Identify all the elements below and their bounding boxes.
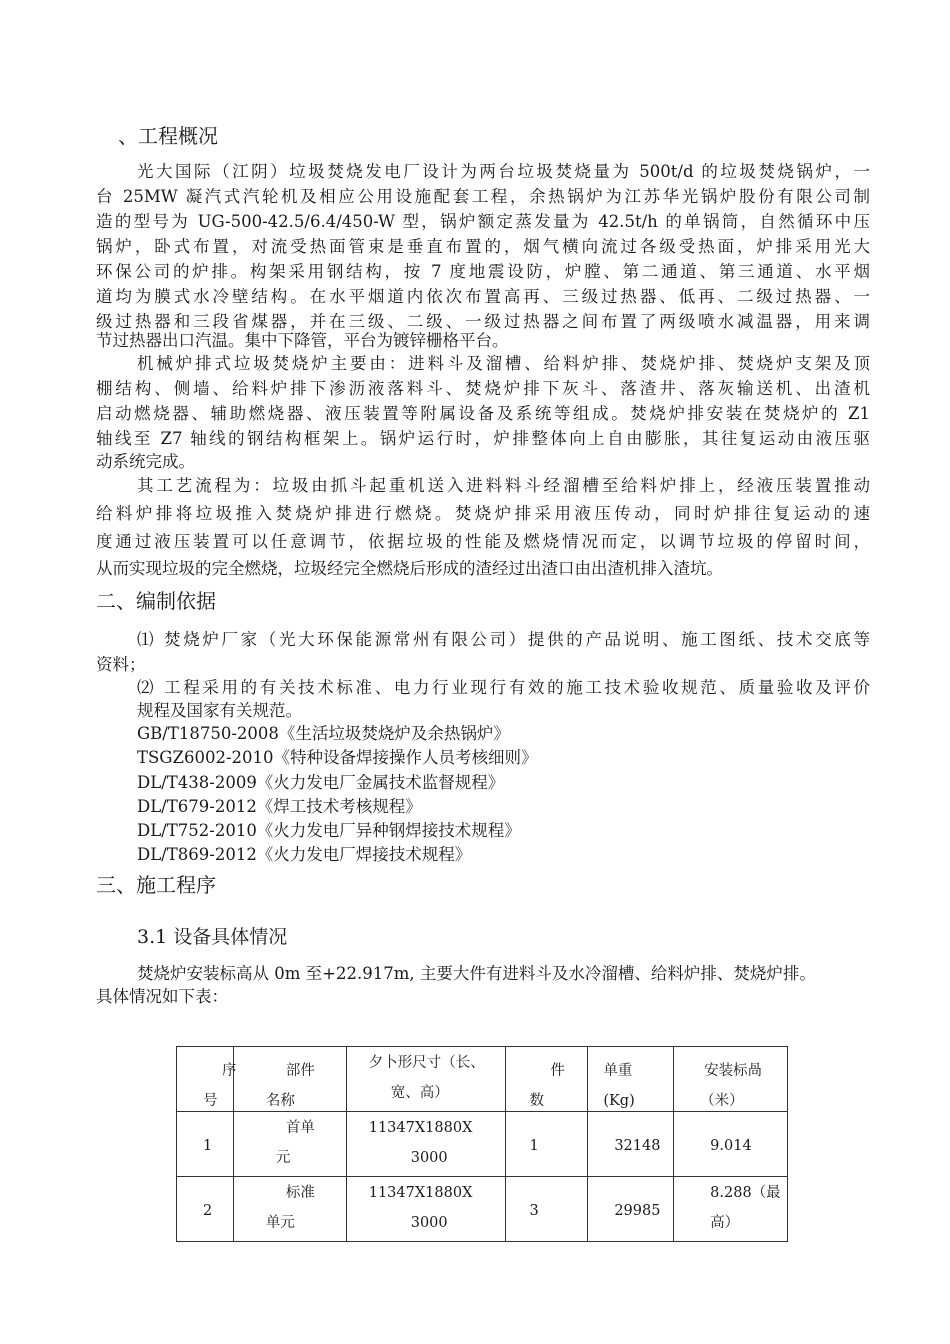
table-cell: 8.288（最 高） [674, 1177, 788, 1242]
table-cell: 1 [177, 1112, 234, 1177]
header-cell: 件 数 [506, 1047, 588, 1112]
paragraph-line: 轴线至 Z7 轴线的钢结构框架上。锅炉运行时，炉排整体向上自由膨胀，其往复运动由液压驱 [96, 429, 870, 448]
table-cell: 32148 [588, 1112, 674, 1177]
standard-item: DL/T438-2009《火力发电厂金属技术监督规程》 [137, 773, 505, 792]
paragraph-line: 机械炉排式垃圾焚烧炉主要由：进料斗及溜槽、给料炉排、焚烧炉排、焚烧炉支架及顶 [137, 354, 870, 373]
table-cell: 1 [506, 1112, 588, 1177]
paragraph-line: 级过热器和三段省煤器，并在三级、二级、一级过热器之间布置了两级喷水减温器，用来调 [96, 312, 870, 331]
table-cell: 11347X1880X 3000 [346, 1112, 506, 1177]
paragraph-line: 具体情况如下表： [96, 987, 228, 1006]
table-cell: 9.014 [674, 1112, 788, 1177]
paragraph-line: 度通过液压装置可以任意调节，依据垃圾的性能及燃烧情况而定，以调节垃圾的停留时间， [96, 532, 870, 551]
paragraph-line: 启动燃烧器、辅助燃烧器、液压装置等附属设备及系统等组成。焚烧炉排安装在焚烧炉的 Z1 [96, 404, 870, 423]
table-header-row [177, 1047, 788, 1112]
section-2-title: 二、编制依据 [96, 589, 216, 613]
reference-line: ⑴ 焚烧炉厂家（光大环保能源常州有限公司）提供的产品说明、施工图纸、技术交底等 [137, 630, 870, 649]
reference-line: 资料； [96, 655, 146, 674]
reference-line: ⑵ 工程采用的有关技术标准、电力行业现行有效的施工技术验收规范、质量验收及评价 [137, 678, 870, 697]
paragraph-line: 从而实现垃圾的完全燃烧，垃圾经完全燃烧后形成的渣经过出渣口由出渣机排入渣坑。 [96, 559, 723, 578]
subsection-3-1-title: 3.1 设备具体情况 [137, 926, 288, 948]
reference-line: 规程及国家有关规范。 [137, 701, 302, 720]
paragraph-line: 给料炉排将垃圾推入焚烧炉排进行燃烧。焚烧炉排采用液压传动，同时炉排往复运动的速 [96, 504, 870, 523]
table-cell: 3 [506, 1177, 588, 1242]
section-1-title: 、工程概况 [118, 124, 218, 148]
table-cell: 11347X1880X 3000 [346, 1177, 506, 1242]
header-cell: 夕卜形尺寸（长、 宽、高） [346, 1047, 506, 1112]
paragraph-line: 棚结构、侧墙、给料炉排下渗沥液落料斗、焚烧炉排下灰斗、落渣井、落灰输送机、出渣机 [96, 379, 870, 398]
table-cell: 2 [177, 1177, 234, 1242]
table-row [177, 1112, 788, 1177]
header-cell: 部件 名称 [233, 1047, 346, 1112]
paragraph-line: 焚烧炉安装标高从 0m 至+22.917m, 主要大件有进料斗及水冷溜槽、给料炉排、焚烧炉排。 [137, 964, 816, 983]
paragraph-line: 锅炉，卧式布置，对流受热面管束是垂直布置的，烟气横向流过各级受热面，炉排采用光大 [96, 237, 870, 256]
standard-item: TSGZ6002-2010《特种设备焊接操作人员考核细则》 [137, 748, 538, 767]
paragraph-line: 光大国际（江阴）垃圾焚烧发电厂设计为两台垃圾焚烧量为 500t/d 的垃圾焚烧锅炉，一 [137, 162, 870, 181]
paragraph-line: 节过热器出口汽温。集中下降管，平台为镀锌栅格平台。 [96, 331, 509, 350]
header-cell: 单重 (Kg) [588, 1047, 674, 1112]
paragraph-line: 动系统完成。 [96, 452, 195, 471]
paragraph-line: 道均为膜式水冷壁结构。在水平烟道内依次布置高再、三级过热器、低再、二级过热器、一 [96, 287, 870, 306]
paragraph-line: 造的型号为 UG-500-42.5/6.4/450-W 型，锅炉额定蒸发量为 42.5t/h 的单锅筒，自然循环中压 [96, 212, 870, 231]
table-cell: 标准 单元 [233, 1177, 346, 1242]
paragraph-line: 环保公司的炉排。构架采用钢结构，按 7 度地震设防，炉膛、第二通道、第三通道、水平烟 [96, 262, 870, 281]
section-3-title: 三、施工程序 [96, 873, 216, 897]
paragraph-line: 其工艺流程为：垃圾由抓斗起重机送入进料料斗经溜槽至给料炉排上，经液压装置推动 [137, 476, 870, 495]
standard-item: DL/T679-2012《焊工技术考核规程》 [137, 797, 422, 816]
header-cell: 安装标咼 （米） [674, 1047, 788, 1112]
table-cell: 29985 [588, 1177, 674, 1242]
standard-item: GB/T18750-2008《生活垃圾焚烧炉及余热锅炉》 [137, 724, 510, 743]
equipment-table [176, 1046, 788, 1242]
paragraph-line: 台 25MW 凝汽式汽轮机及相应公用设施配套工程，余热锅炉为江苏华光锅炉股份有限公司制 [96, 187, 870, 206]
table-cell: 首单 元 [233, 1112, 346, 1177]
standard-item: DL/T752-2010《火力发电厂异种钢焊接技术规程》 [137, 821, 521, 840]
table-row [177, 1177, 788, 1242]
standard-item: DL/T869-2012《火力发电厂焊接技术规程》 [137, 845, 472, 864]
header-cell: 序 号 [177, 1047, 234, 1112]
